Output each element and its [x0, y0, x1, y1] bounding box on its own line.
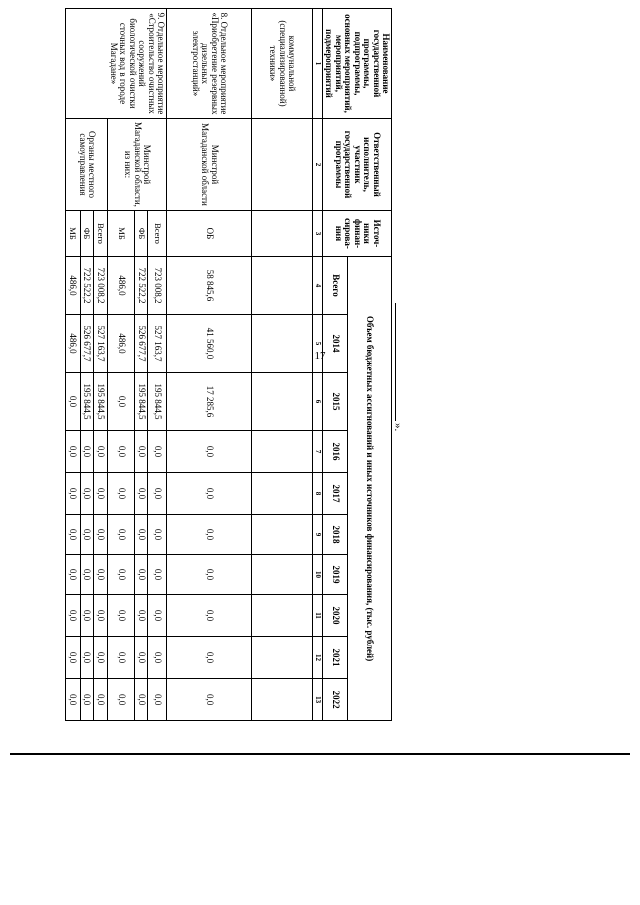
- header-source: Источ-ники финан-сирова-ния: [322, 211, 391, 257]
- value-cell: 0,0: [93, 637, 108, 679]
- value-cell: 17 285,6: [166, 373, 252, 431]
- value-cell: 0,0: [80, 637, 93, 679]
- value-cell: 0,0: [148, 637, 167, 679]
- value-cell: 0,0: [135, 595, 148, 637]
- year-header: 2022: [322, 679, 347, 721]
- table-row: [148, 9, 167, 721]
- value-cell: 0,0: [108, 679, 135, 721]
- value-cell: 0,0: [108, 637, 135, 679]
- column-number: 11: [312, 595, 322, 637]
- row-name: коммунальной (специализированной) техники»: [252, 9, 312, 119]
- value-cell: 723 008,2: [148, 257, 167, 315]
- value-cell: 0,0: [135, 431, 148, 473]
- value-cell: 58 845,6: [166, 257, 252, 315]
- column-number: 8: [312, 473, 322, 515]
- value-cell: 0,0: [166, 431, 252, 473]
- funding-table: [65, 8, 392, 721]
- value-cell: 486,0: [108, 257, 135, 315]
- value-cell: 0,0: [148, 473, 167, 515]
- year-header: Всего: [322, 257, 347, 315]
- value-cell: 0,0: [93, 679, 108, 721]
- row-source: МБ: [108, 211, 135, 257]
- value-cell: 0,0: [166, 555, 252, 595]
- value-cell: 0,0: [65, 373, 80, 431]
- table-row: [252, 9, 312, 721]
- row-executor: Органы местного самоуправления: [65, 119, 107, 211]
- value-cell: 0,0: [108, 473, 135, 515]
- rotated-table-wrapper: [68, 8, 392, 720]
- value-cell: 0,0: [80, 431, 93, 473]
- column-number: 3: [312, 211, 322, 257]
- value-cell: 526 677,7: [80, 315, 93, 373]
- value-cell: 0,0: [148, 515, 167, 555]
- value-cell: 0,0: [108, 373, 135, 431]
- value-cell: 0,0: [80, 473, 93, 515]
- value-cell: 0,0: [135, 515, 148, 555]
- value-cell: 0,0: [93, 595, 108, 637]
- value-cell: 722 522,2: [135, 257, 148, 315]
- value-cell: 0,0: [135, 555, 148, 595]
- value-cell: 526 677,7: [135, 315, 148, 373]
- value-cell: 0,0: [166, 637, 252, 679]
- column-number: 2: [312, 119, 322, 211]
- value-cell: 195 844,5: [93, 373, 108, 431]
- year-header: 2021: [322, 637, 347, 679]
- signature-line: [395, 303, 396, 421]
- value-cell: 527 163,7: [148, 315, 167, 373]
- year-header: 2019: [322, 555, 347, 595]
- value-cell: 0,0: [166, 595, 252, 637]
- value-cell: 0,0: [93, 515, 108, 555]
- column-number: 10: [312, 555, 322, 595]
- year-header: 2016: [322, 431, 347, 473]
- value-cell: 0,0: [108, 595, 135, 637]
- value-cell: 0,0: [65, 431, 80, 473]
- horizontal-rule: [10, 753, 630, 755]
- closing-quote: ».: [392, 423, 404, 432]
- year-header: 2018: [322, 515, 347, 555]
- column-number: 9: [312, 515, 322, 555]
- table-row: [166, 9, 252, 721]
- value-cell: 0,0: [166, 515, 252, 555]
- value-cell: 0,0: [65, 473, 80, 515]
- column-number: 7: [312, 431, 322, 473]
- value-cell: 486,0: [108, 315, 135, 373]
- row-source: ФБ: [80, 211, 93, 257]
- value-cell: 0,0: [148, 431, 167, 473]
- year-header: 2017: [322, 473, 347, 515]
- row-source: МБ: [65, 211, 80, 257]
- value-cell: 0,0: [80, 555, 93, 595]
- value-cell: 0,0: [93, 473, 108, 515]
- value-cell: 0,0: [65, 595, 80, 637]
- row-source: ОБ: [166, 211, 252, 257]
- value-cell: 0,0: [135, 473, 148, 515]
- value-cell: 0,0: [65, 637, 80, 679]
- value-cell: 0,0: [148, 679, 167, 721]
- column-number: 12: [312, 637, 322, 679]
- header-name: Наименование государственной программы, подпрограммы, основных мероприятий, мероприятий, подмероприятий: [322, 9, 391, 119]
- value-cell: 0,0: [80, 679, 93, 721]
- table-header: [312, 9, 391, 721]
- row-name: 9. Отдельное мероприятие «Строительство очистных сооружений биологической очистки сточных вод в городе Магадане»: [65, 9, 166, 119]
- row-source: Всего: [148, 211, 167, 257]
- row-name: 8. Отдельное мероприятие «Приобретение резервных дизельных электростанций»: [166, 9, 252, 119]
- value-cell: 0,0: [65, 555, 80, 595]
- column-number: 5: [312, 315, 322, 373]
- row-executor: Минстрой Магаданской области, из них:: [108, 119, 167, 211]
- row-source: ФБ: [135, 211, 148, 257]
- value-cell: 41 560,0: [166, 315, 252, 373]
- value-cell: 486,0: [65, 257, 80, 315]
- year-header: 2020: [322, 595, 347, 637]
- value-cell: 723 008,2: [93, 257, 108, 315]
- value-cell: 0,0: [80, 515, 93, 555]
- value-cell: 527 163,7: [93, 315, 108, 373]
- value-cell: 0,0: [80, 595, 93, 637]
- row-executor: Минстрой Магаданской области: [166, 119, 252, 211]
- value-cell: 0,0: [65, 515, 80, 555]
- value-cell: 0,0: [166, 679, 252, 721]
- value-cell: 0,0: [135, 637, 148, 679]
- year-header: 2014: [322, 315, 347, 373]
- value-cell: 0,0: [148, 555, 167, 595]
- value-cell: 0,0: [135, 679, 148, 721]
- value-cell: 0,0: [148, 595, 167, 637]
- value-cell: 0,0: [93, 431, 108, 473]
- value-cell: 195 844,5: [80, 373, 93, 431]
- value-cell: 195 844,5: [148, 373, 167, 431]
- value-cell: 486,0: [65, 315, 80, 373]
- value-cell: 195 844,5: [135, 373, 148, 431]
- year-header: 2015: [322, 373, 347, 431]
- value-cell: 0,0: [93, 555, 108, 595]
- column-number: 4: [312, 257, 322, 315]
- value-cell: 0,0: [108, 515, 135, 555]
- value-cell: 0,0: [108, 555, 135, 595]
- column-numbers-row: [312, 9, 322, 721]
- value-cell: 0,0: [108, 431, 135, 473]
- column-number: 6: [312, 373, 322, 431]
- value-cell: 0,0: [166, 473, 252, 515]
- column-number: 1: [312, 9, 322, 119]
- row-source: Всего: [93, 211, 108, 257]
- value-cell: 0,0: [65, 679, 80, 721]
- column-number: 13: [312, 679, 322, 721]
- header-volume: Объем бюджетных ассигнований и иных источников финансирования, (тыс. рублей): [348, 257, 392, 721]
- header-executor: Ответственный исполнитель, участник государственной программы: [322, 119, 391, 211]
- page-number: 17: [314, 350, 326, 362]
- value-cell: 722 522,2: [80, 257, 93, 315]
